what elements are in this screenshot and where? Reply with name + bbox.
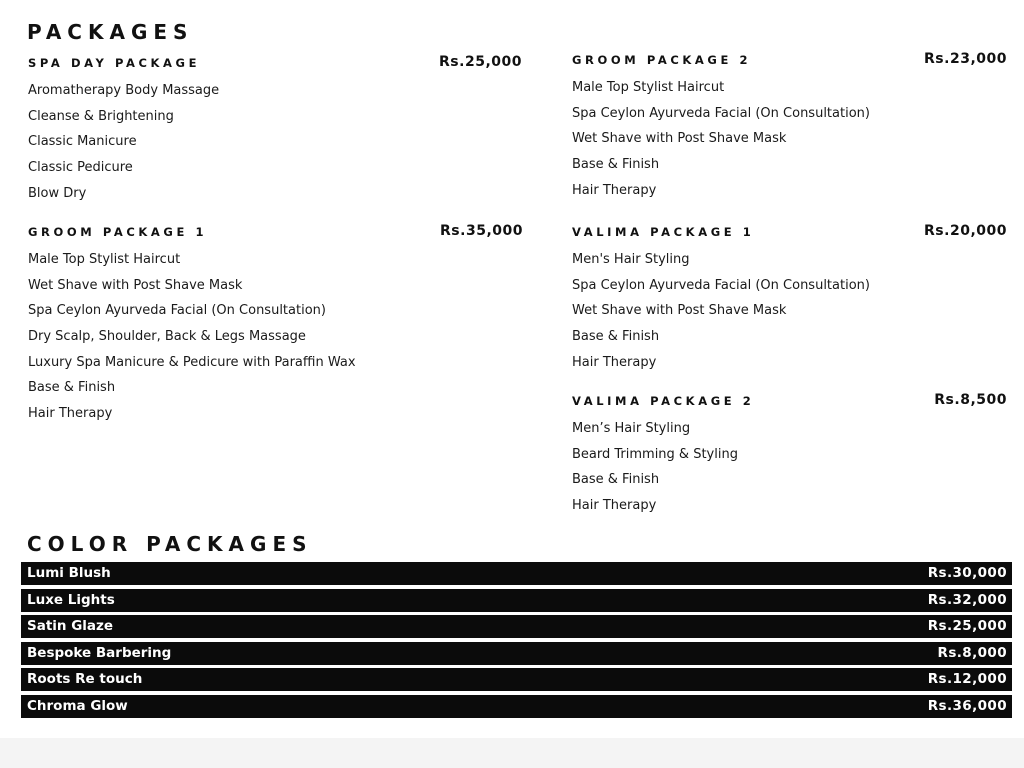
color-packages-list xyxy=(21,562,1012,722)
color-package-name: Roots Re touch xyxy=(27,671,143,688)
color-packages-heading: COLOR PACKAGES xyxy=(27,532,313,556)
color-package-price: Rs.30,000 xyxy=(927,565,1007,581)
package-groom-2 xyxy=(572,51,1007,203)
page-bottom-strip xyxy=(0,738,1024,768)
package-item: Aromatherapy Body Massage xyxy=(28,83,220,98)
package-item: Wet Shave with Post Shave Mask xyxy=(28,277,243,293)
package-price: Rs.20,000 xyxy=(924,223,1007,239)
package-price: Rs.35,000 xyxy=(440,223,523,239)
package-item: Wet Shave with Post Shave Mask xyxy=(572,131,787,147)
package-name: SPA DAY PACKAGE xyxy=(28,56,201,70)
package-name: GROOM PACKAGE 2 xyxy=(572,53,752,67)
package-spa-day xyxy=(28,54,522,206)
color-package-row xyxy=(21,562,1012,585)
package-item: Male Top Stylist Haircut xyxy=(28,252,181,267)
package-name: VALIMA PACKAGE 1 xyxy=(572,225,755,239)
package-item: Base & Finish xyxy=(572,157,660,173)
package-item: Cleanse & Brightening xyxy=(28,108,174,124)
package-item: Classic Manicure xyxy=(28,134,137,150)
package-item: Spa Ceylon Ayurveda Facial (On Consultation) xyxy=(572,105,870,121)
package-items-list xyxy=(572,75,1007,203)
color-package-price: Rs.36,000 xyxy=(927,697,1007,714)
package-item: Hair Therapy xyxy=(28,406,113,422)
package-item: Hair Therapy xyxy=(572,354,657,370)
package-item: Spa Ceylon Ayurveda Facial (On Consultation) xyxy=(28,303,326,319)
package-item: Blow Dry xyxy=(28,185,87,201)
package-items-list xyxy=(28,78,522,206)
package-price: Rs.23,000 xyxy=(924,51,1007,67)
package-price: Rs.25,000 xyxy=(439,54,522,70)
package-item: Base & Finish xyxy=(572,329,660,345)
package-item: Spa Ceylon Ayurveda Facial (On Consultation) xyxy=(572,277,870,293)
package-items-list xyxy=(572,416,1007,519)
package-name: VALIMA PACKAGE 2 xyxy=(572,394,755,408)
color-package-name: Satin Glaze xyxy=(27,618,114,635)
color-package-name: Lumi Blush xyxy=(27,565,111,581)
package-header xyxy=(28,223,523,243)
package-item: Men's Hair Styling xyxy=(572,252,690,267)
package-item: Dry Scalp, Shoulder, Back & Legs Massage xyxy=(28,329,306,345)
package-items-list xyxy=(28,247,523,427)
package-valima-2 xyxy=(572,392,1007,519)
package-item: Classic Pedicure xyxy=(28,160,133,176)
color-package-price: Rs.12,000 xyxy=(927,671,1007,688)
package-item: Beard Trimming & Styling xyxy=(572,446,738,462)
color-package-row xyxy=(21,668,1012,691)
color-package-price: Rs.8,000 xyxy=(937,644,1007,661)
package-price: Rs.8,500 xyxy=(934,392,1007,408)
color-package-name: Luxe Lights xyxy=(27,591,115,608)
color-package-price: Rs.25,000 xyxy=(927,618,1007,635)
package-header xyxy=(572,223,1007,243)
color-package-price: Rs.32,000 xyxy=(927,591,1007,608)
color-package-row xyxy=(21,615,1012,638)
package-item: Male Top Stylist Haircut xyxy=(572,80,725,95)
package-item: Hair Therapy xyxy=(572,182,657,198)
package-valima-1 xyxy=(572,223,1007,375)
color-package-name: Chroma Glow xyxy=(27,697,128,714)
package-header xyxy=(28,54,522,74)
package-groom-1 xyxy=(28,223,523,427)
package-item: Men’s Hair Styling xyxy=(572,421,691,436)
package-item: Hair Therapy xyxy=(572,498,657,514)
package-header xyxy=(572,51,1007,71)
package-item: Luxury Spa Manicure & Pedicure with Paraffin Wax xyxy=(28,354,356,370)
package-items-list xyxy=(572,247,1007,375)
package-name: GROOM PACKAGE 1 xyxy=(28,225,208,239)
package-item: Wet Shave with Post Shave Mask xyxy=(572,303,787,319)
color-package-name: Bespoke Barbering xyxy=(27,644,172,661)
package-header xyxy=(572,392,1007,412)
color-package-row xyxy=(21,589,1012,612)
packages-heading: PACKAGES xyxy=(27,20,194,44)
color-package-row xyxy=(21,642,1012,665)
color-package-row xyxy=(21,695,1012,718)
package-item: Base & Finish xyxy=(572,472,660,488)
package-item: Base & Finish xyxy=(28,380,116,396)
